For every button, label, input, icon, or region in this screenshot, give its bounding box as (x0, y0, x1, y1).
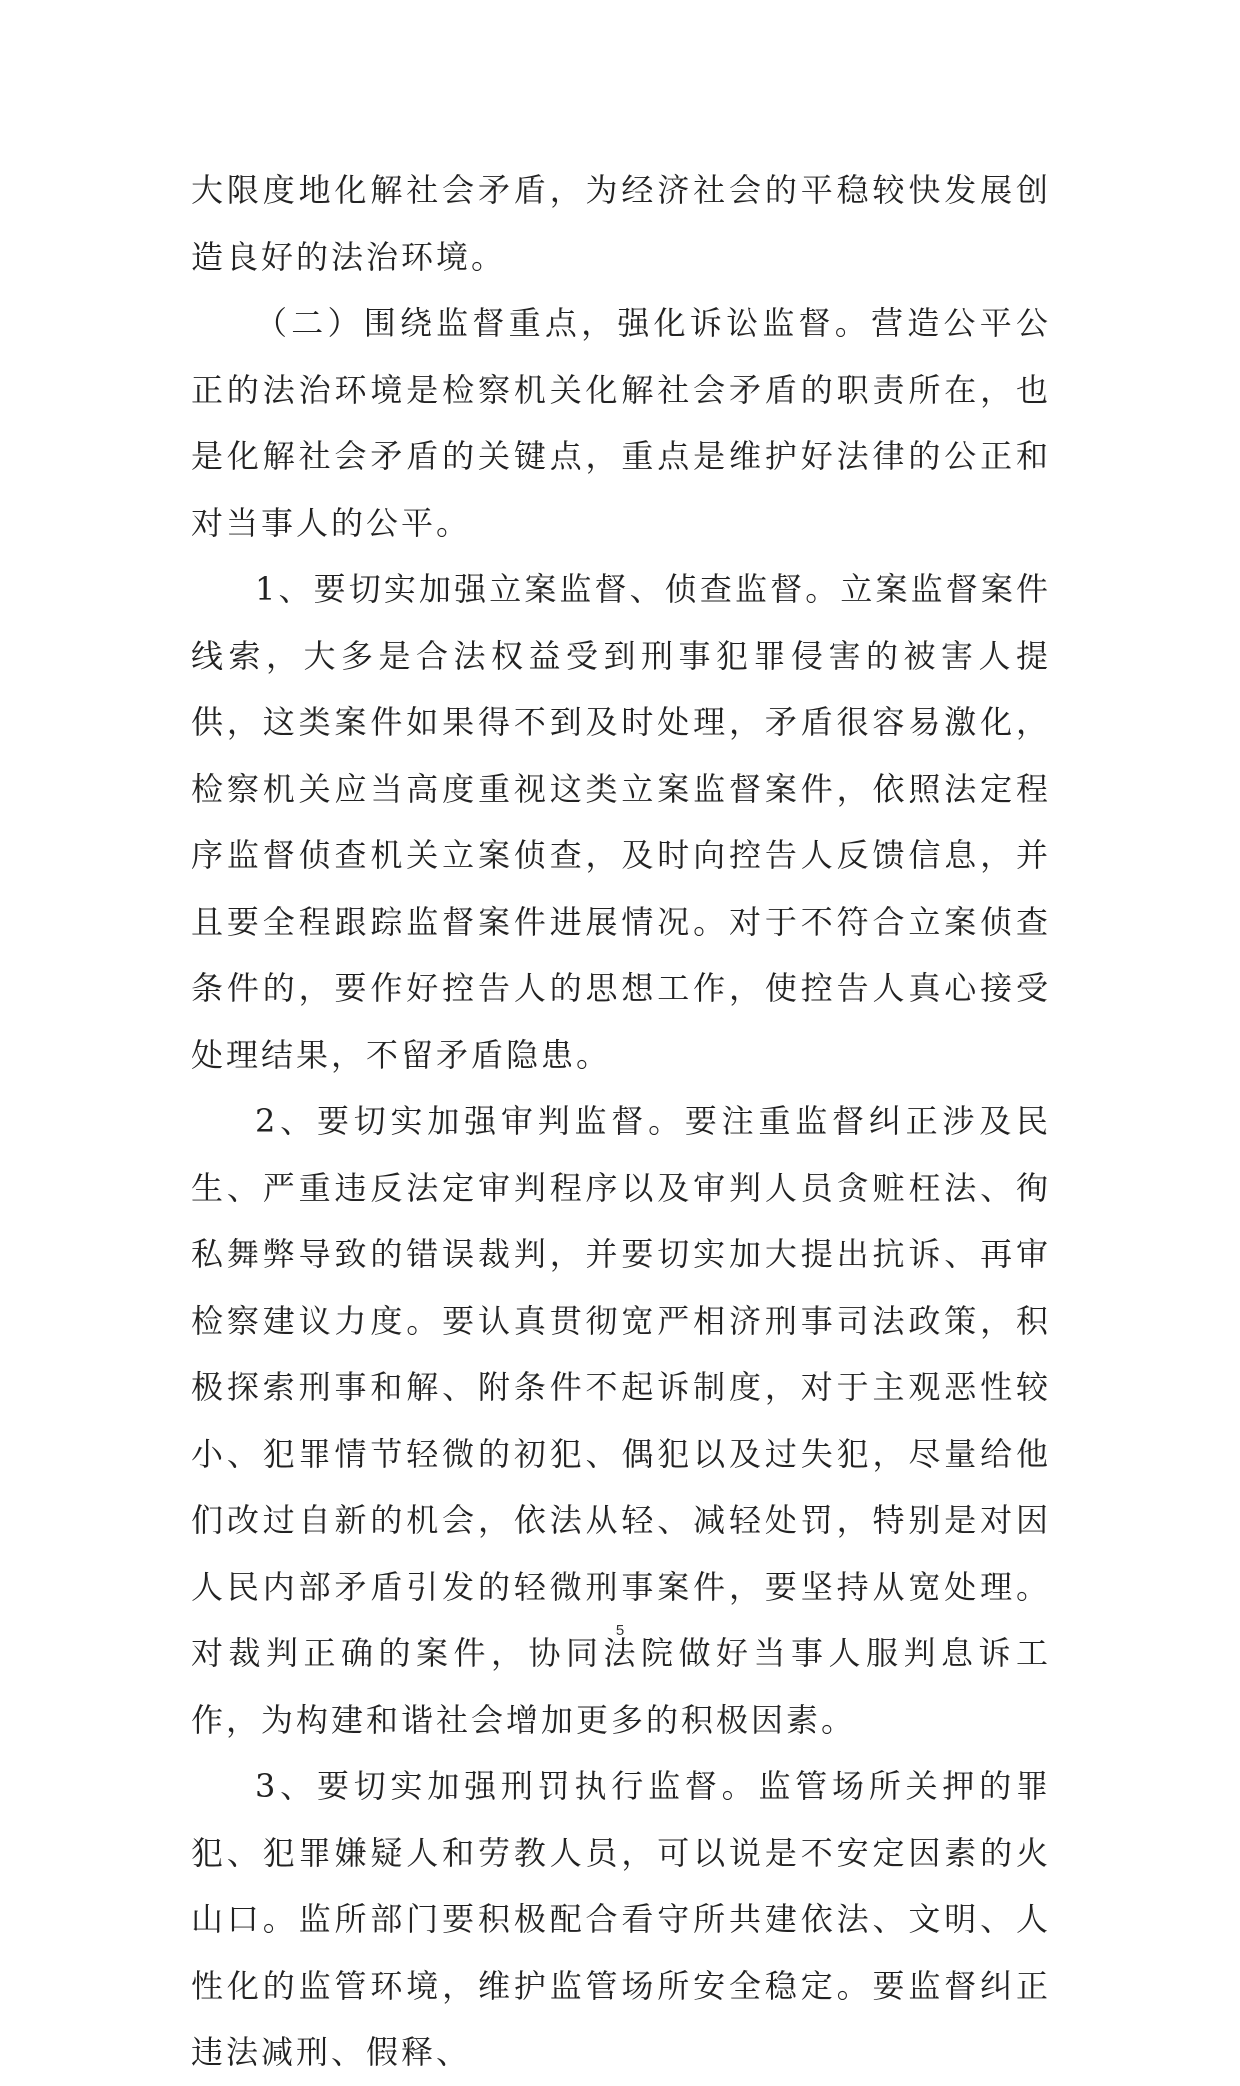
body-text (191, 157, 1051, 2086)
page-number: 5 (615, 1622, 625, 1639)
paragraph-item-3: 3、要切实加强刑罚执行监督。监管场所关押的罪犯、犯罪嫌疑人和劳教人员，可以说是不安定因素的火山口。监所部门要积极配合看守所共建依法、文明、人性化的监管环境，维护监管场所安全稳定。要监督纠正违法减刑、假释、 (191, 1767, 1051, 2071)
paragraph-item-1: 1、要切实加强立案监督、侦查监督。立案监督案件线索，大多是合法权益受到刑事犯罪侵害的被害人提供，这类案件如果得不到及时处理，矛盾很容易激化，检察机关应当高度重视这类立案监督案件，依照法定程序监督侦查机关立案侦查，及时向控告人反馈信息，并且要全程跟踪监督案件进展情况。对于不符合立案侦查条件的，要作好控告人的思想工作，使控告人真心接受处理结果，不留矛盾隐患。 (191, 570, 1051, 1074)
paragraph-item-2: 2、要切实加强审判监督。要注重监督纠正涉及民生、严重违反法定审判程序以及审判人员贪赃枉法、徇私舞弊导致的错误裁判，并要切实加大提出抗诉、再审检察建议力度。要认真贯彻宽严相济刑事司法政策，积极探索刑事和解、附条件不起诉制度，对于主观恶性较小、犯罪情节轻微的初犯、偶犯以及过失犯，尽量给他们改过自新的机会，依法从轻、减轻处罚，特别是对因人民内部矛盾引发的轻微刑事案件，要坚持从宽处理。对裁判正确的案件，协同法院做好当事人服判息诉工作，为构建和谐社会增加更多的积极因素。 (191, 1102, 1051, 1739)
paragraph-section-heading: （二）围绕监督重点，强化诉讼监督。营造公平公正的法治环境是检察机关化解社会矛盾的职责所在，也是化解社会矛盾的关键点，重点是维护好法律的公正和对当事人的公平。 (191, 304, 1051, 542)
paragraph-continuation: 大限度地化解社会矛盾，为经济社会的平稳较快发展创造良好的法治环境。 (191, 171, 1051, 276)
